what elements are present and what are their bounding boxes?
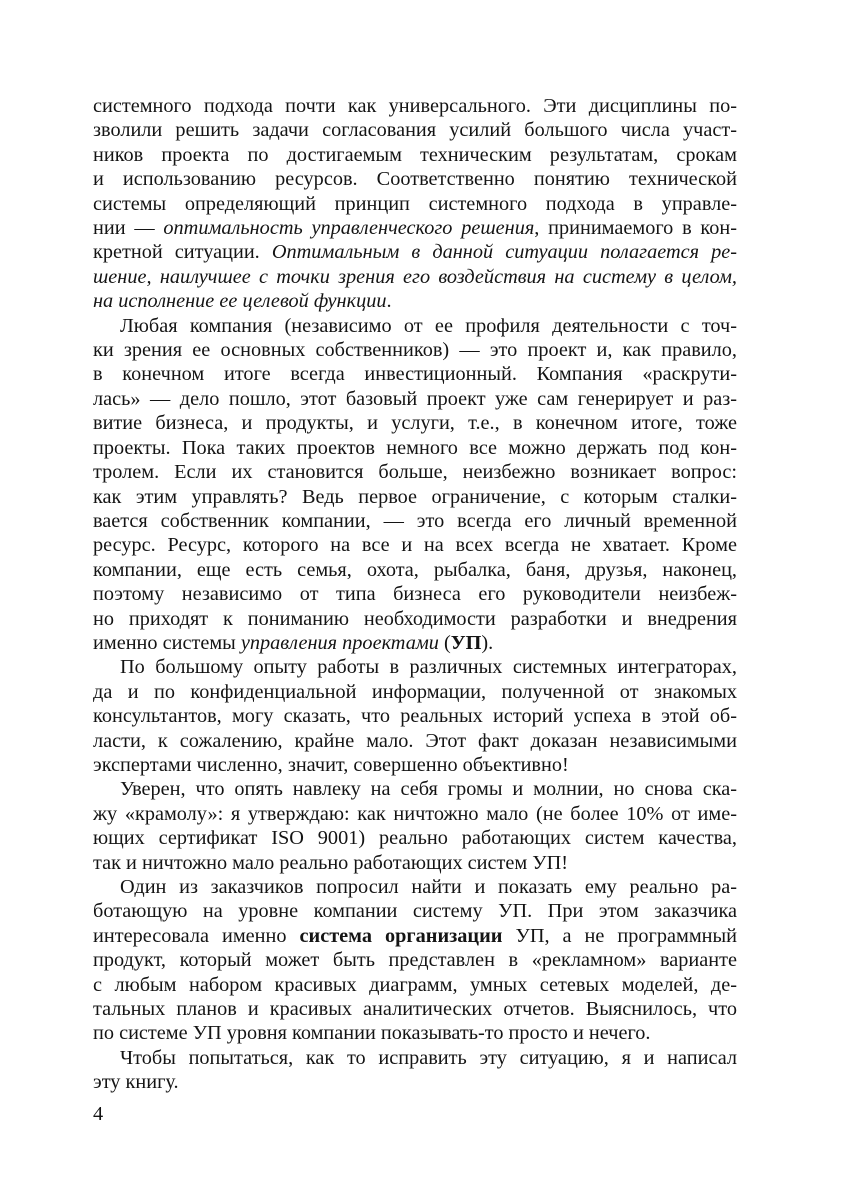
text-line: [93, 680, 737, 704]
text-run: экспертами численно, значит, совершенно объективно!: [93, 753, 569, 776]
paragraph: [93, 777, 737, 875]
text-line: [93, 826, 737, 850]
text-run: консультантов, могу сказать, что реальных историй успеха в этой об-: [93, 705, 737, 728]
text-line: [93, 1070, 737, 1094]
paragraph: [93, 655, 737, 777]
text-line: [93, 216, 737, 240]
text-run: витие бизнеса, и продукты, и услуги, т.е., в конечном итоге, тоже: [93, 412, 737, 435]
text-run: и использованию ресурсов. Соответственно понятию технической: [93, 168, 737, 191]
text-run: , принимаемого в кон-: [534, 217, 737, 240]
text-line: [93, 460, 737, 484]
text-run: но приходят к пониманию необходимости разработки и внедрения: [93, 607, 737, 630]
text-run: Чтобы попытаться, как то исправить эту ситуацию, я и написал: [120, 1046, 737, 1069]
text-run: да и по конфиденциальной информации, полученной от знакомых: [93, 680, 737, 703]
text-line: [93, 753, 737, 777]
text-line: [93, 851, 737, 875]
text-run: эту книгу.: [93, 1071, 179, 1094]
text-run: (: [438, 631, 451, 654]
text-run: системного подхода почти как универсального. Эти дисциплины по-: [93, 95, 737, 117]
text-run: с любым набором красивых диаграмм, умных сетевых моделей, де-: [93, 973, 737, 996]
text-line: [93, 899, 737, 923]
text-line: [93, 411, 737, 435]
text-run: ников проекта по достигаемым техническим результатам, срокам: [93, 143, 737, 166]
text-line: [93, 607, 737, 631]
text-run: жу «крамолу»: я утверждаю: как ничтожно мало (не более 10% от име-: [93, 802, 737, 825]
text-line: [93, 118, 737, 142]
text-line: [93, 509, 737, 533]
italic-text: оптимальность управленческого решения: [163, 217, 535, 240]
text-line: [93, 167, 737, 191]
text-run: зволили решить задачи согласования усилий большого числа участ-: [93, 119, 737, 142]
text-line: [93, 240, 737, 264]
text-line: [93, 777, 737, 801]
text-run: как этим управлять? Ведь первое ограничение, с которым сталки-: [93, 485, 737, 508]
body-text: [93, 94, 737, 1095]
text-line: [93, 533, 737, 557]
text-line: [93, 338, 737, 362]
text-run: компании, еще есть семья, охота, рыбалка, баня, друзья, наконец,: [93, 558, 737, 581]
text-line: [93, 1021, 737, 1045]
text-run: ки зрения ее основных собственников) — это проект и, как правило,: [93, 339, 737, 362]
text-run: в конечном итоге всегда инвестиционный. Компания «раскрути-: [93, 363, 737, 386]
text-run: проекты. Пока таких проектов немного все можно держать под кон-: [93, 436, 737, 459]
text-line: [93, 924, 737, 948]
text-line: [93, 729, 737, 753]
italic-text: шение, наилучшее с точки зрения его воздействия на систему в целом,: [93, 265, 737, 288]
text-line: [93, 704, 737, 728]
text-line: [93, 362, 737, 386]
text-run: Один из заказчиков попросил найти и показать ему реально ра-: [120, 876, 737, 898]
italic-text: Оптимальным в данной ситуации полагается ре-: [271, 241, 738, 264]
text-line: [93, 558, 737, 582]
text-run: так и ничтожно мало реально работающих систем УП!: [93, 851, 569, 874]
text-line: [93, 94, 737, 118]
bold-text: система организации: [299, 924, 503, 947]
text-run: ласти, к сожалению, крайне мало. Этот факт доказан независимыми: [93, 729, 737, 752]
text-run: ботающую на уровне компании систему УП. При этом заказчика: [93, 900, 737, 923]
text-line: [93, 485, 737, 509]
text-run: именно системы: [93, 631, 241, 654]
paragraph: [93, 1046, 737, 1095]
text-run: по системе УП уровня компании показывать-то просто и нечего.: [93, 1022, 651, 1045]
text-run: кретной ситуации.: [93, 241, 272, 264]
text-line: [93, 289, 737, 313]
paragraph: [93, 875, 737, 1046]
text-line: [93, 265, 737, 289]
text-run: ).: [481, 631, 494, 654]
text-line: [93, 948, 737, 972]
text-run: Любая компания (независимо от ее профиля деятельности с точ-: [120, 314, 737, 337]
text-line: [93, 802, 737, 826]
text-run: По большому опыту работы в различных системных интеграторах,: [120, 656, 737, 679]
text-line: [93, 436, 737, 460]
text-line: [93, 997, 737, 1021]
text-run: ресурс. Ресурс, которого на все и на всех всегда не хватает. Кроме: [93, 534, 737, 557]
italic-text: на исполнение ее целевой функции: [93, 290, 387, 313]
italic-text: управления проектами: [240, 631, 439, 654]
text-line: [93, 875, 737, 899]
text-run: УП, а не программный: [502, 924, 738, 947]
bold-text: УП: [450, 631, 482, 654]
text-line: [93, 314, 737, 338]
text-run: тролем. Если их становится больше, неизбежно возникает вопрос:: [93, 461, 737, 484]
text-line: [93, 143, 737, 167]
text-line: [93, 631, 737, 655]
text-run: системы определяющий принцип системного подхода в управле-: [93, 192, 737, 215]
text-line: [93, 973, 737, 997]
text-line: [93, 192, 737, 216]
text-line: [93, 1046, 737, 1070]
text-run: поэтому независимо от типа бизнеса его руководители неизбеж-: [93, 583, 737, 606]
text-run: интересовала именно: [93, 924, 300, 947]
text-run: тальных планов и красивых аналитических отчетов. Выяснилось, что: [93, 998, 737, 1021]
text-line: [93, 582, 737, 606]
text-line: [93, 655, 737, 679]
paragraph: [93, 94, 737, 314]
text-run: Уверен, что опять навлеку на себя громы и молнии, но снова ска-: [120, 778, 737, 801]
text-run: .: [386, 290, 392, 313]
text-run: нии —: [93, 217, 164, 240]
text-run: ющих сертификат ISO 9001) реально работающих систем качества,: [93, 827, 737, 850]
text-run: лась» — дело пошло, этот базовый проект уже сам генерирует и раз-: [93, 387, 737, 410]
text-run: вается собственник компании, — это всегда его личный временной: [93, 509, 737, 532]
paragraph: [93, 314, 737, 656]
text-line: [93, 387, 737, 411]
page-number: 4: [93, 1103, 104, 1125]
text-run: продукт, который может быть представлен в «рекламном» варианте: [93, 949, 737, 972]
